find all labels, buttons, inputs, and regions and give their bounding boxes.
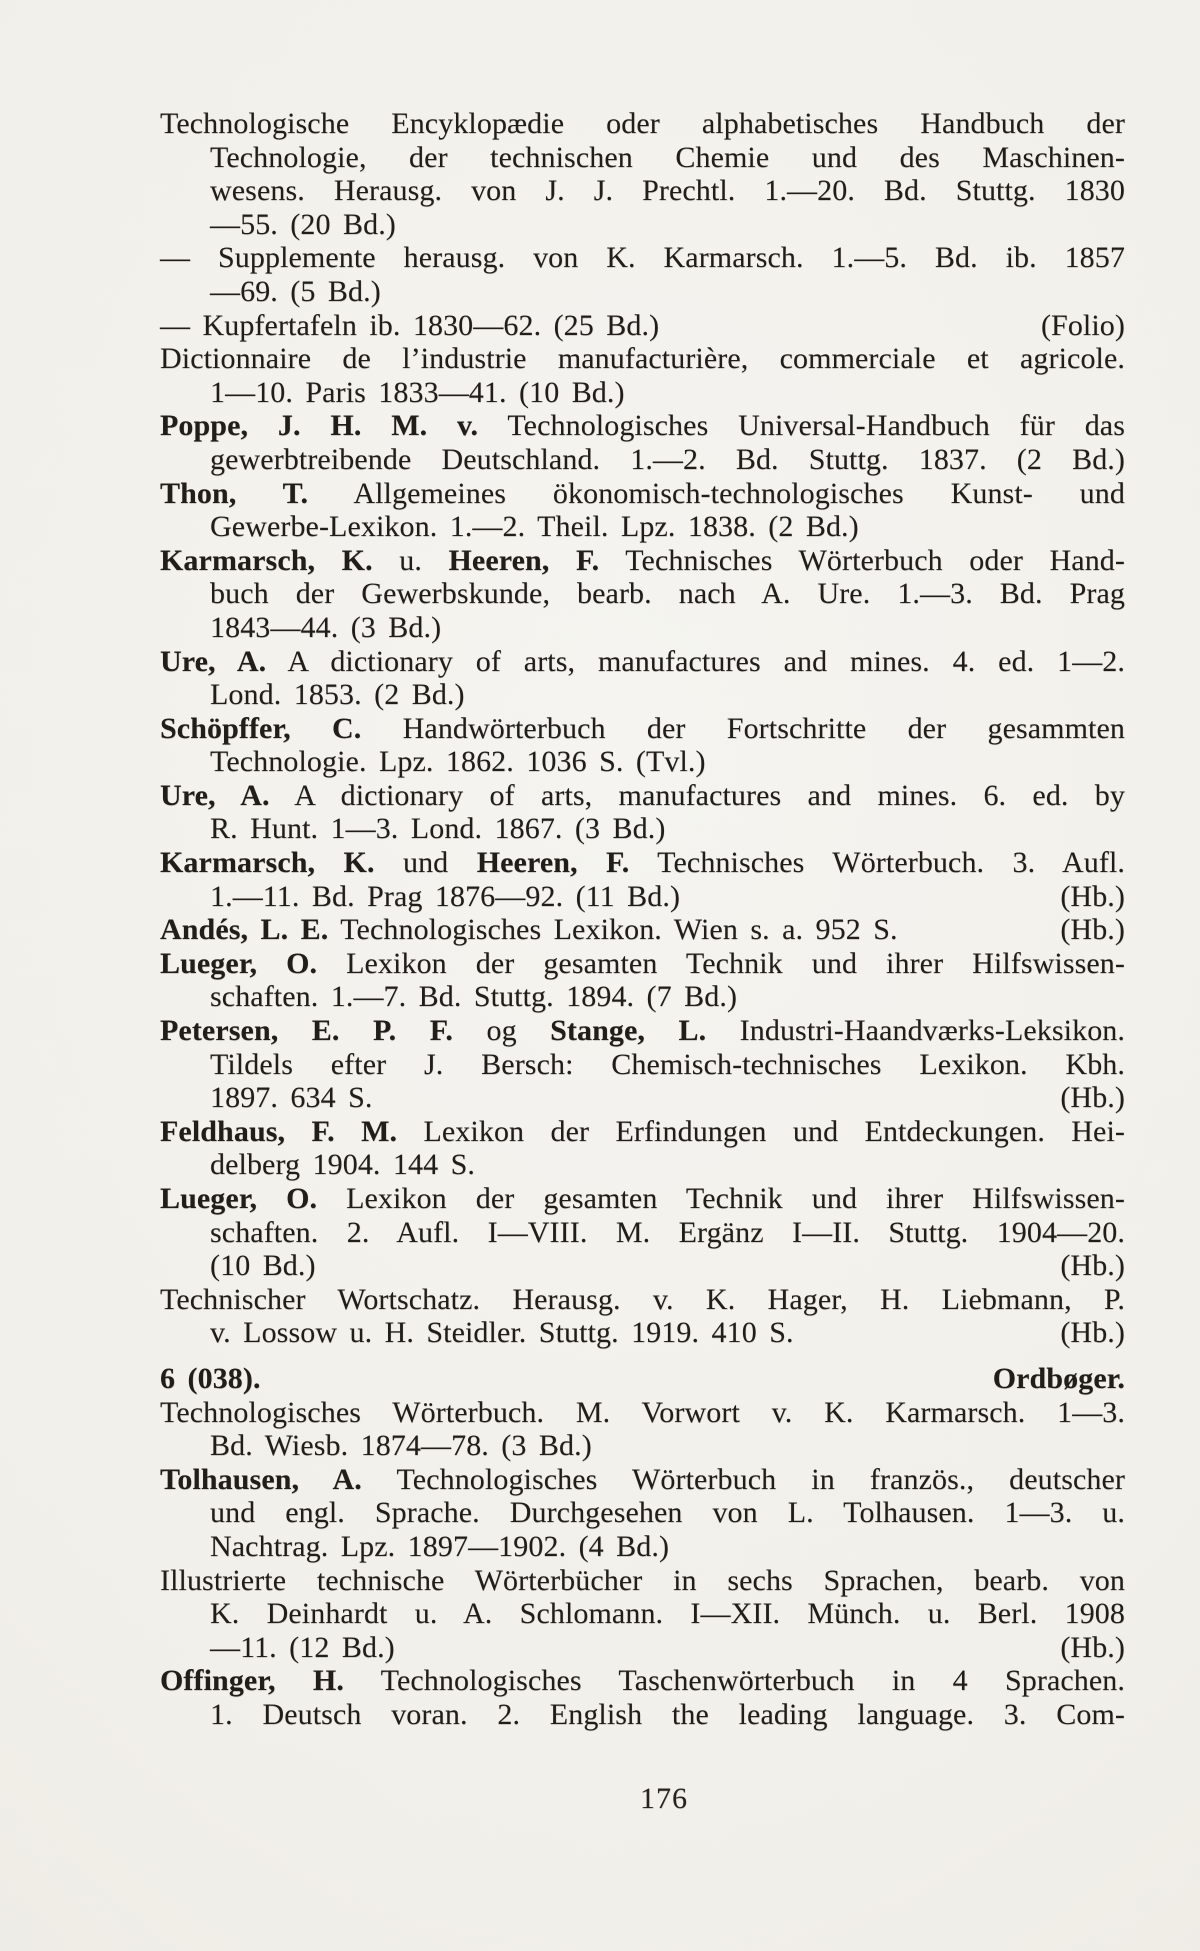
entry-line-text <box>210 1496 1125 1529</box>
entry-text: Industri-Haandværks-Leksikon. <box>706 1014 1125 1048</box>
entry-line-text <box>210 880 680 914</box>
entry-text: delberg 1904. 144 S. <box>210 1148 475 1182</box>
entry-text: 1. Deutsch voran. 2. English the leading language. 3. Com- <box>210 1697 1125 1731</box>
author-name: Karmarsch, K. <box>160 846 375 880</box>
entry-line-text <box>210 980 737 1013</box>
entry-text: Bd. Wiesb. 1874—78. (3 Bd.) <box>210 1429 592 1463</box>
entry-line <box>160 645 1125 679</box>
entry-line <box>160 510 1125 544</box>
entry-line <box>160 342 1125 376</box>
entry-text: u. <box>372 543 449 577</box>
entry-line-text <box>210 1249 316 1283</box>
format-tag: (Hb.) <box>1060 879 1125 913</box>
entry-line <box>160 745 1125 779</box>
author-name: Petersen, E. P. F. <box>160 1014 453 1048</box>
entry-text: Technologie, der technischen Chemie und des Maschinen- <box>210 140 1125 174</box>
entry-line-text <box>210 1698 1125 1731</box>
entry-text: K. Deinhardt u. A. Schlomann. I—XII. Münch. u. Berl. 1908 <box>210 1597 1125 1631</box>
format-tag: (Hb.) <box>1060 1316 1125 1350</box>
entry-text: Tildels efter J. Bersch: Chemisch-technisches Lexikon. Kbh. <box>210 1047 1125 1081</box>
entry-line-text <box>160 477 1125 510</box>
entry-text: v. Lossow u. H. Steidler. Stuttg. 1919. 410 S. <box>210 1316 794 1350</box>
entry-line <box>160 980 1125 1014</box>
entry-text: Lond. 1853. (2 Bd.) <box>210 678 465 712</box>
entry-line <box>160 880 1125 914</box>
entry-line <box>160 1698 1125 1732</box>
entry-text: Dictionnaire de l’industrie manufacturière, commerciale et agricole. <box>160 342 1125 376</box>
entry-text: Lexikon der gesamten Technik und ihrer Hilfswissen- <box>317 946 1125 980</box>
entry-text: Technischer Wortschatz. Herausg. v. K. Hager, H. Liebmann, P. <box>160 1282 1125 1316</box>
entry-text: —11. (12 Bd.) <box>210 1630 395 1664</box>
bibliography-text-block <box>160 107 1125 1732</box>
author-name: Feldhaus, F. M. <box>160 1114 398 1148</box>
section-heading-right: Ordbøger. <box>992 1361 1125 1395</box>
entry-line-text <box>160 1115 1125 1148</box>
entry-line <box>160 1216 1125 1250</box>
entry-line-text <box>160 309 659 343</box>
entry-line <box>160 1249 1125 1283</box>
entry-line-text <box>210 1148 475 1181</box>
entry-line <box>160 1081 1125 1115</box>
entry-line-text <box>160 107 1125 140</box>
entry-line-text <box>160 645 1125 678</box>
entry-line-text <box>160 846 1125 879</box>
entry-line-text <box>210 1216 1125 1249</box>
entry-text: wesens. Herausg. von J. J. Prechtl. 1.—20. Bd. Stuttg. 1830 <box>210 174 1125 208</box>
entry-line-text <box>210 1048 1125 1081</box>
author-name: Ure, A. <box>160 778 270 812</box>
entry-line-text <box>210 443 1125 476</box>
entry-line-text <box>210 510 859 543</box>
entry-line <box>160 544 1125 578</box>
format-tag: (Hb.) <box>1060 913 1125 947</box>
entry-text: Handwörterbuch der Fortschritte der gesammten <box>361 711 1125 745</box>
author-name: Tolhausen, A. <box>160 1462 362 1496</box>
entry-line-text <box>210 376 625 409</box>
entry-text: Technologisches Wörterbuch. M. Vorwort v. K. Karmarsch. 1—3. <box>160 1395 1125 1429</box>
entry-line-text <box>160 1362 261 1396</box>
entry-line-text <box>210 1429 592 1462</box>
entry-text: —55. (20 Bd.) <box>210 207 396 241</box>
entry-text: Technisches Wörterbuch oder Hand- <box>599 543 1125 577</box>
entry-line-text <box>160 1182 1125 1215</box>
bibliography-lines <box>160 107 1125 1732</box>
entry-line <box>160 477 1125 511</box>
entry-text: Gewerbe-Lexikon. 1.—2. Theil. Lpz. 1838. (2 Bd.) <box>210 510 859 544</box>
format-tag: (Hb.) <box>1060 1249 1125 1283</box>
entry-text: (10 Bd.) <box>210 1249 316 1283</box>
entry-text: und engl. Sprache. Durchgesehen von L. Tolhausen. 1—3. u. <box>210 1496 1125 1530</box>
entry-text: Technologisches Taschenwörterbuch in 4 Sprachen. <box>343 1664 1126 1698</box>
entry-line <box>160 275 1125 309</box>
entry-line-text <box>160 342 1125 375</box>
entry-line-text <box>210 1530 669 1563</box>
entry-line-text <box>160 409 1125 442</box>
author-name: Poppe, J. H. M. v. <box>160 409 479 443</box>
entry-text: Nachtrag. Lpz. 1897—1902. (4 Bd.) <box>210 1529 670 1563</box>
entry-text: Technologisches Universal-Handbuch für das <box>478 409 1125 443</box>
entry-line <box>160 376 1125 410</box>
format-tag: (Hb.) <box>1060 1081 1125 1115</box>
entry-line <box>160 913 1125 947</box>
page-number: 176 <box>640 1782 688 1815</box>
entry-line <box>160 1283 1125 1317</box>
entry-text: und <box>374 846 477 880</box>
author-name: Heeren, F. <box>448 543 600 577</box>
author-name: Offinger, H. <box>160 1664 344 1698</box>
entry-line-text <box>210 611 441 644</box>
entry-text: Technologisches Wörterbuch in französ., deutscher <box>361 1462 1125 1496</box>
entry-text: Lexikon der Erfindungen und Entdeckungen. Hei- <box>397 1114 1125 1148</box>
author-name: Schöpffer, C. <box>160 711 362 745</box>
entry-line <box>160 1597 1125 1631</box>
entry-line <box>160 812 1125 846</box>
entry-line <box>160 309 1125 343</box>
entry-line-text <box>210 1316 794 1350</box>
entry-line-text <box>160 779 1125 812</box>
entry-line <box>160 1564 1125 1598</box>
entry-line <box>160 141 1125 175</box>
entry-line-text <box>210 1597 1125 1630</box>
author-name: Stange, L. <box>550 1014 707 1048</box>
entry-text: Technologie. Lpz. 1862. 1036 S. (Tvl.) <box>210 745 706 779</box>
entry-line <box>160 1182 1125 1216</box>
entry-text: 1897. 634 S. <box>210 1081 373 1115</box>
entry-line-text <box>160 712 1125 745</box>
entry-line-text <box>160 947 1125 980</box>
entry-line-text <box>210 812 665 845</box>
entry-line-text <box>210 208 396 241</box>
entry-line <box>160 1115 1125 1149</box>
entry-line <box>160 577 1125 611</box>
entry-line <box>160 846 1125 880</box>
entry-line <box>160 1664 1125 1698</box>
entry-text: schaften. 2. Aufl. I—VIII. M. Ergänz I—II. Stuttg. 1904—20. <box>210 1215 1125 1249</box>
entry-line <box>160 1463 1125 1497</box>
entry-line-text <box>160 544 1125 577</box>
entry-line-text <box>210 174 1125 207</box>
entry-text: gewerbtreibende Deutschland. 1.—2. Bd. Stuttg. 1837. (2 Bd.) <box>210 442 1125 476</box>
entry-text: A dictionary of arts, manufactures and mines. 6. ed. by <box>269 778 1125 812</box>
author-name: Karmarsch, K. <box>160 543 373 577</box>
entry-line-text <box>210 1631 395 1665</box>
entry-text: 1843—44. (3 Bd.) <box>210 610 442 644</box>
entry-text: schaften. 1.—7. Bd. Stuttg. 1894. (7 Bd.) <box>210 980 738 1014</box>
entry-line-text <box>160 241 1125 274</box>
entry-line-text <box>210 141 1125 174</box>
entry-line <box>160 409 1125 443</box>
entry-text: Lexikon der gesamten Technik und ihrer Hilfswissen- <box>317 1182 1125 1215</box>
entry-text: 1—10. Paris 1833—41. (10 Bd.) <box>210 375 625 409</box>
entry-line <box>160 947 1125 981</box>
entry-line <box>160 779 1125 813</box>
entry-line-text <box>160 1664 1125 1697</box>
section-heading-line <box>160 1362 1125 1396</box>
entry-line <box>160 241 1125 275</box>
entry-text: —69. (5 Bd.) <box>210 274 381 308</box>
entry-line <box>160 1396 1125 1430</box>
entry-text: — Kupfertafeln ib. 1830—62. (25 Bd.) <box>160 308 660 342</box>
entry-line <box>160 1014 1125 1048</box>
entry-text: R. Hunt. 1—3. Lond. 1867. (3 Bd.) <box>210 812 666 846</box>
entry-line-text <box>160 1396 1125 1429</box>
entry-text: buch der Gewerbskunde, bearb. nach A. Ure. 1.—3. Bd. Prag <box>210 577 1125 611</box>
entry-line-text <box>160 913 898 947</box>
entry-line <box>160 1048 1125 1082</box>
entry-text: Technologische Encyklopædie oder alphabetisches Handbuch der <box>160 107 1125 140</box>
entry-line-text <box>210 745 706 778</box>
entry-line <box>160 1148 1125 1182</box>
entry-line-text <box>160 1564 1125 1597</box>
entry-text: A dictionary of arts, manufactures and mines. 4. ed. 1—2. <box>266 644 1125 678</box>
entry-line <box>160 1530 1125 1564</box>
format-tag: (Hb.) <box>1060 1630 1125 1664</box>
entry-text: Allgemeines ökonomisch-technologisches Kunst- und <box>308 476 1125 510</box>
entry-line <box>160 678 1125 712</box>
entry-text: Illustrierte technische Wörterbücher in sechs Sprachen, bearb. von <box>160 1563 1125 1597</box>
entry-line <box>160 611 1125 645</box>
author-name: Thon, T. <box>160 476 309 510</box>
author-name: Ure, A. <box>160 644 267 678</box>
entry-line <box>160 443 1125 477</box>
entry-line <box>160 174 1125 208</box>
author-name: Lueger, O. <box>160 1182 318 1215</box>
entry-line <box>160 1496 1125 1530</box>
entry-line-text <box>210 275 381 308</box>
author-name: 6 (038). <box>160 1361 261 1395</box>
entry-text: Technisches Wörterbuch. 3. Aufl. <box>629 846 1125 880</box>
entry-line-text <box>160 1014 1125 1047</box>
entry-text: — Supplemente herausg. von K. Karmarsch. 1.—5. Bd. ib. 1857 <box>160 241 1125 275</box>
entry-line <box>160 107 1125 141</box>
entry-text: Technologisches Lexikon. Wien s. a. 952 S. <box>328 913 898 947</box>
format-tag: (Folio) <box>1040 308 1125 342</box>
entry-line-text <box>210 1081 373 1115</box>
entry-line-text <box>160 1283 1125 1316</box>
entry-line-text <box>210 577 1125 610</box>
entry-text: og <box>453 1014 551 1048</box>
author-name: Andés, L. E. <box>160 913 329 947</box>
entry-line <box>160 1316 1125 1350</box>
entry-line <box>160 208 1125 242</box>
entry-line-text <box>210 678 465 711</box>
entry-line <box>160 1429 1125 1463</box>
author-name: Lueger, O. <box>160 946 318 980</box>
entry-line-text <box>160 1463 1125 1496</box>
entry-line <box>160 712 1125 746</box>
entry-line <box>160 1631 1125 1665</box>
entry-text: 1.—11. Bd. Prag 1876—92. (11 Bd.) <box>210 879 681 913</box>
author-name: Heeren, F. <box>476 846 630 880</box>
